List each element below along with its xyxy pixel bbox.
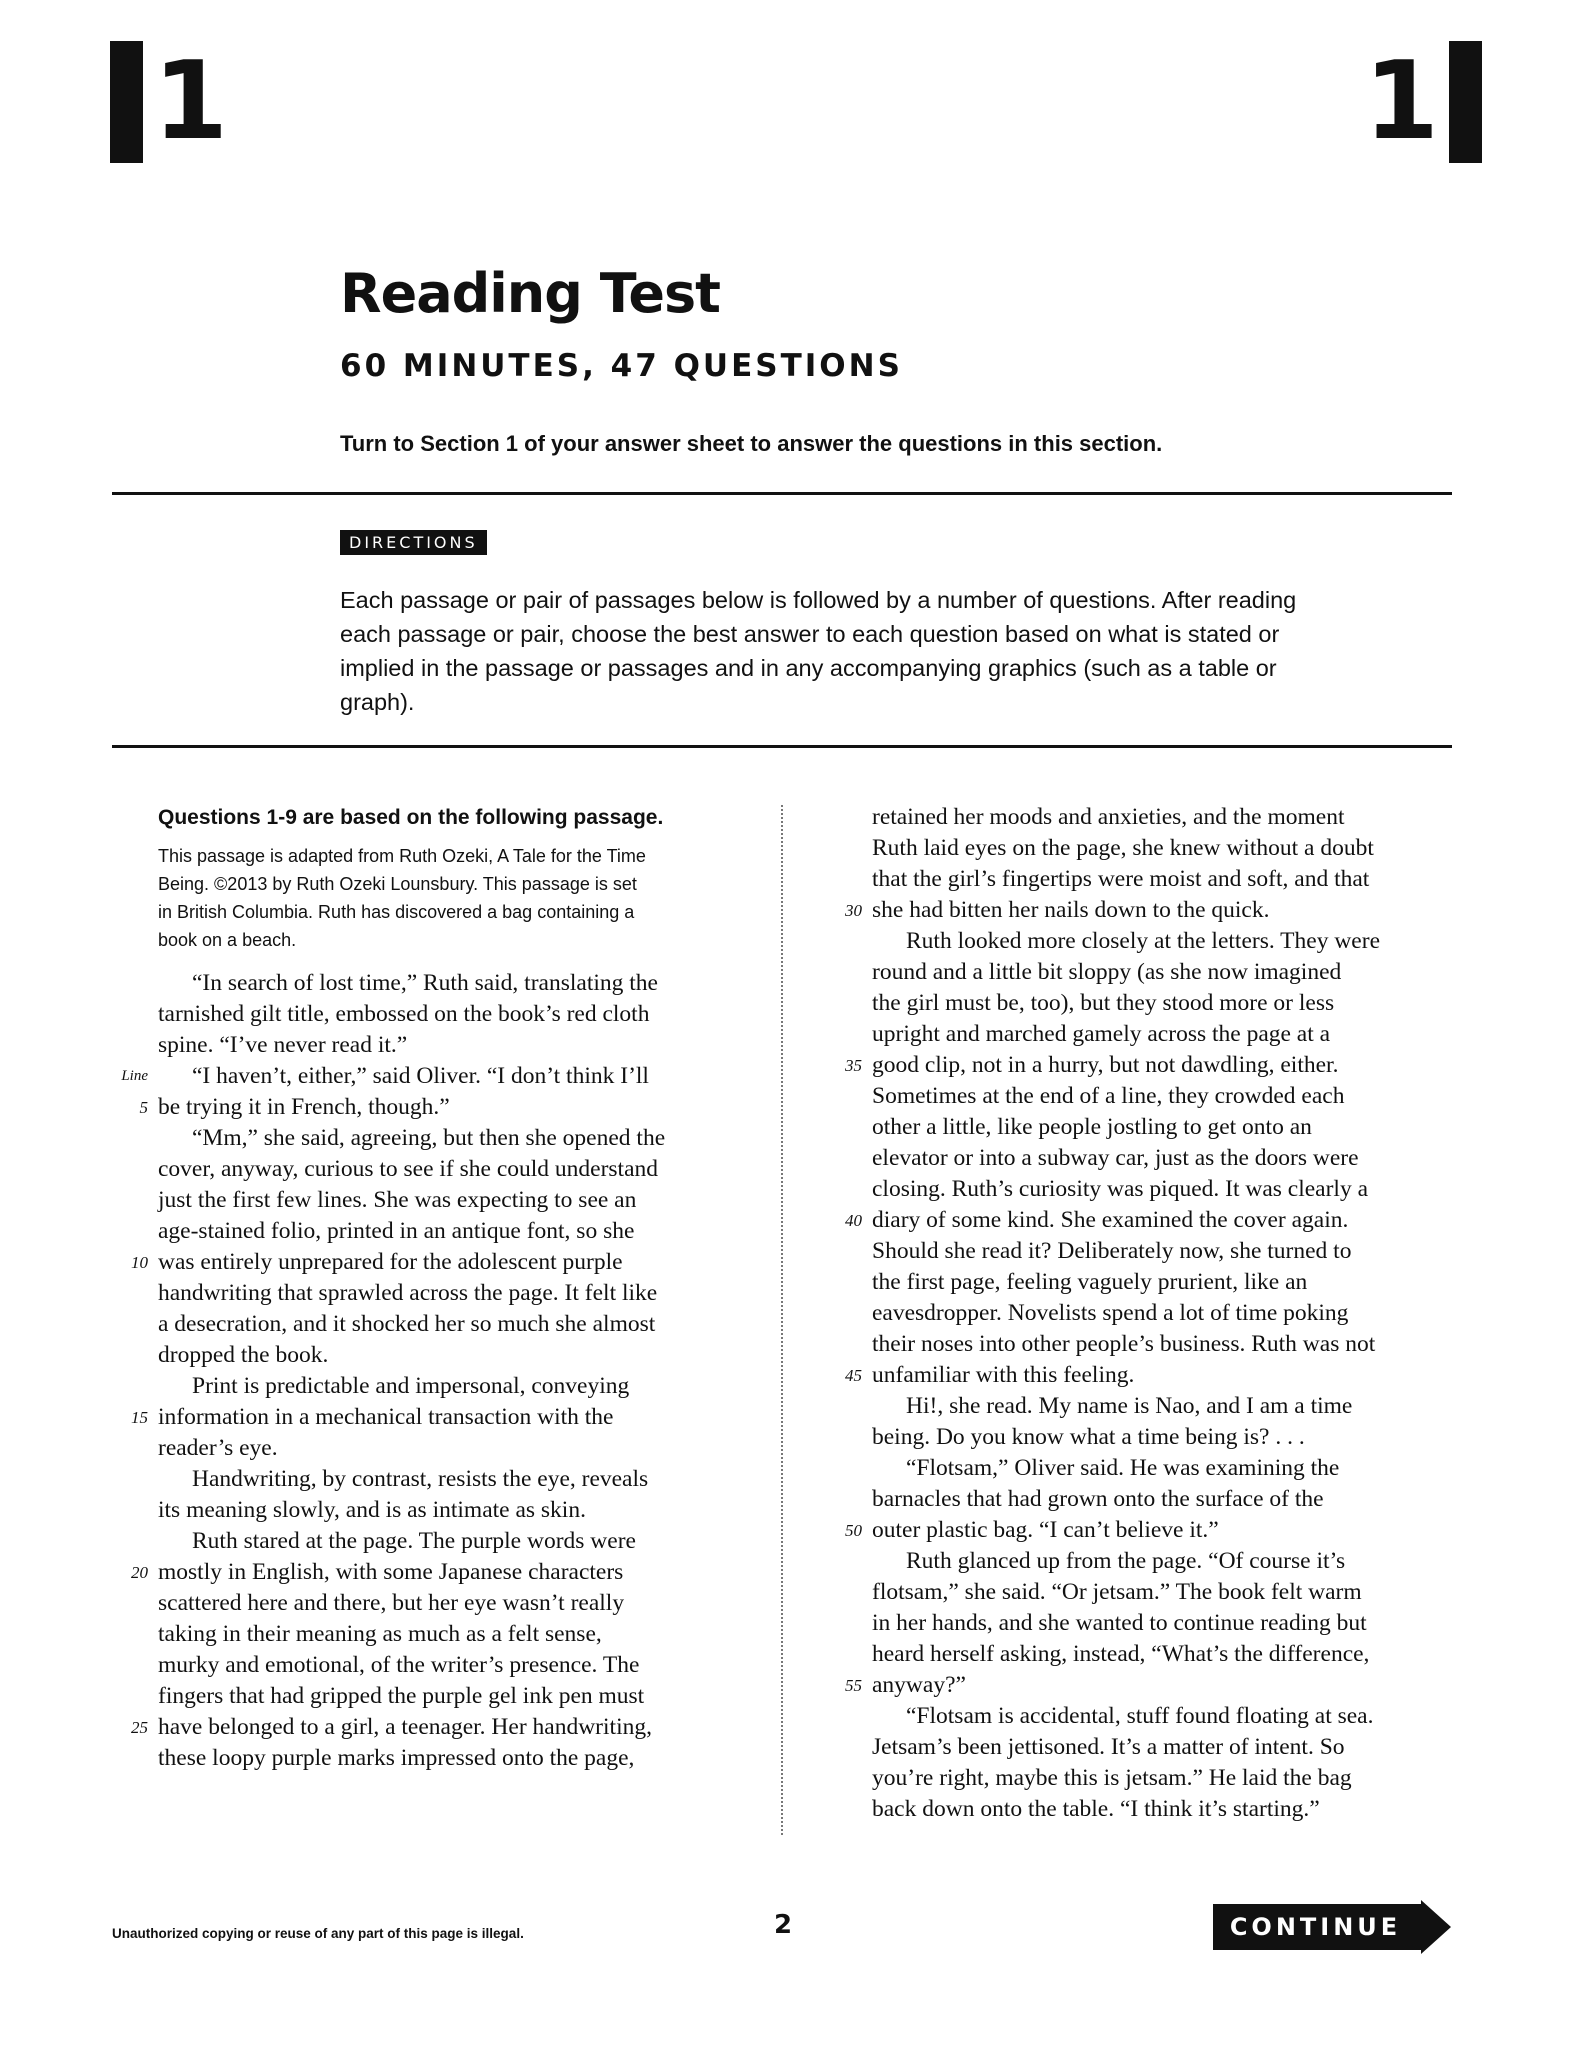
line-number: 30 <box>845 901 862 920</box>
passage-line-text: in her hands, and she wanted to continue reading but <box>872 1610 1367 1636</box>
passage-line-text: “Mm,” she said, agreeing, but then she opened the <box>192 1125 666 1151</box>
passage-line <box>872 802 1462 833</box>
passage-line <box>121 1061 738 1092</box>
section-marker-left <box>110 39 238 164</box>
passage-line <box>872 833 1462 864</box>
passage-line <box>158 1433 738 1464</box>
passage-line <box>872 1391 1462 1422</box>
line-number: 45 <box>845 1366 862 1385</box>
passage-line-text: retained her moods and anxieties, and the moment <box>872 804 1345 830</box>
passage-line-text: spine. “I’ve never read it.” <box>158 1032 408 1058</box>
passage-line-text: mostly in English, with some Japanese characters <box>158 1559 624 1585</box>
line-number: 10 <box>131 1253 148 1272</box>
passage-line-text: back down onto the table. “I think it’s starting.” <box>872 1796 1320 1822</box>
passage-line <box>158 1123 738 1154</box>
line-number: 15 <box>131 1408 148 1427</box>
passage-line <box>845 1205 1462 1236</box>
passage-line-text: fingers that had gripped the purple gel ink pen must <box>158 1683 645 1709</box>
passage-line-text: elevator or into a subway car, just as the doors were <box>872 1145 1359 1171</box>
line-number: 55 <box>845 1676 862 1695</box>
passage-line-text: taking in their meaning as much as a felt sense, <box>158 1621 602 1647</box>
passage-line <box>158 1743 738 1774</box>
page-title: Reading Test <box>340 262 720 325</box>
passage-line-text: Hi!, she read. My name is Nao, and I am a time <box>906 1393 1353 1419</box>
passage-line-text: Sometimes at the end of a line, they crowded each <box>872 1083 1345 1109</box>
directions-line: Each passage or pair of passages below is followed by a number of questions. After reading <box>340 587 1297 613</box>
passage-line <box>158 1464 738 1495</box>
passage-line <box>872 926 1462 957</box>
passage-column-left <box>121 802 738 1774</box>
passage-line <box>158 1278 738 1309</box>
passage-line <box>158 1154 738 1185</box>
passage-line-text: heard herself asking, instead, “What’s the difference, <box>872 1641 1370 1667</box>
passage-line-text: Ruth glanced up from the page. “Of course it’s <box>906 1548 1346 1574</box>
passage-line <box>158 1619 738 1650</box>
passage-line <box>139 1092 738 1123</box>
passage-line-text: just the first few lines. She was expecting to see an <box>158 1187 637 1213</box>
passage-line-text: Handwriting, by contrast, resists the eye, reveals <box>192 1466 649 1492</box>
divider-top <box>112 492 1452 495</box>
line-number: 50 <box>845 1521 862 1540</box>
passage-line <box>131 1402 738 1433</box>
passage-line <box>872 1422 1462 1453</box>
section-bar-right <box>1449 41 1482 163</box>
continue-button[interactable] <box>1213 1900 1453 1954</box>
passage-line <box>158 1371 738 1402</box>
passage-intro-line: This passage is adapted from Ruth Ozeki, A Tale for the Time <box>158 846 646 866</box>
passage-line <box>158 1030 738 1061</box>
passage-intro <box>158 842 738 954</box>
passage-line <box>872 1143 1462 1174</box>
passage-line <box>872 1546 1462 1577</box>
passage-line-text: anyway?” <box>872 1672 966 1698</box>
passage-line <box>872 1639 1462 1670</box>
passage-line-text: Print is predictable and impersonal, conveying <box>192 1373 630 1399</box>
passage-line-text: you’re right, maybe this is jetsam.” He laid the bag <box>872 1765 1352 1791</box>
passage-line <box>845 895 1462 926</box>
passage-line-text: “I haven’t, either,” said Oliver. “I don’t think I’ll <box>192 1063 649 1089</box>
passage-line <box>872 1484 1462 1515</box>
passage-line <box>158 1216 738 1247</box>
passage-line <box>872 1763 1462 1794</box>
passage-line-text: Ruth looked more closely at the letters. They were <box>906 928 1380 954</box>
passage-line <box>131 1712 738 1743</box>
passage-line <box>158 1588 738 1619</box>
passage-column-right <box>845 802 1462 1825</box>
line-number: 25 <box>131 1718 148 1737</box>
passage-intro-line: in British Columbia. Ruth has discovered a bag containing a <box>158 902 635 922</box>
passage-line-text: closing. Ruth’s curiosity was piqued. It was clearly a <box>872 1176 1369 1202</box>
passage-intro-line: Being. ©2013 by Ruth Ozeki Lounsbury. This passage is set <box>158 874 637 894</box>
passage-line <box>845 1670 1462 1701</box>
passage-line <box>158 1526 738 1557</box>
directions-line: implied in the passage or passages and in any accompanying graphics (such as a table or <box>340 655 1277 681</box>
test-duration: 60 MINUTES, 47 QUESTIONS <box>340 348 903 384</box>
passage-line <box>872 1794 1462 1825</box>
passage-line <box>872 864 1462 895</box>
directions-line: each passage or pair, choose the best answer to each question based on what is stated or <box>340 621 1280 647</box>
passage-line-text: eavesdropper. Novelists spend a lot of time poking <box>872 1300 1349 1326</box>
passage-line <box>872 1608 1462 1639</box>
continue-label: CONTINUE <box>1229 1913 1402 1941</box>
passage-line-text: these loopy purple marks impressed onto the page, <box>158 1745 635 1771</box>
passage-line <box>158 999 738 1030</box>
passage-line-text: scattered here and there, but her eye wasn’t really <box>158 1590 625 1616</box>
section-bar-left <box>110 41 143 163</box>
passage-line <box>872 1174 1462 1205</box>
passage-line <box>158 1681 738 1712</box>
passage-line <box>872 1112 1462 1143</box>
line-number: Line <box>121 1068 148 1084</box>
passage-line-text: cover, anyway, curious to see if she could understand <box>158 1156 659 1182</box>
passage-line <box>872 1453 1462 1484</box>
line-number: 20 <box>131 1563 148 1582</box>
passage-line-text: outer plastic bag. “I can’t believe it.” <box>872 1517 1219 1543</box>
passage-line-text: flotsam,” she said. “Or jetsam.” The book felt warm <box>872 1579 1362 1605</box>
passage-line-text: Ruth laid eyes on the page, she knew without a doubt <box>872 835 1374 861</box>
answer-sheet-instruction: Turn to Section 1 of your answer sheet to answer the questions in this section. <box>340 431 1163 456</box>
passage-line-text: the first page, feeling vaguely prurient, like an <box>872 1269 1308 1295</box>
passage-line-text: other a little, like people jostling to get onto an <box>872 1114 1312 1140</box>
passage-line <box>872 957 1462 988</box>
copyright-notice: Unauthorized copying or reuse of any part of this page is illegal. <box>112 1926 524 1941</box>
passage-line-text: have belonged to a girl, a teenager. Her handwriting, <box>158 1714 652 1740</box>
passage-lines-left <box>121 968 738 1774</box>
passage-line-text: good clip, not in a hurry, but not dawdling, either. <box>872 1052 1339 1078</box>
passage-line-text: age-stained folio, printed in an antique font, so she <box>158 1218 635 1244</box>
page-number: 2 <box>774 1910 793 1940</box>
passage-line-text: Should she read it? Deliberately now, she turned to <box>872 1238 1352 1264</box>
passage-line-text: murky and emotional, of the writer’s presence. The <box>158 1652 640 1678</box>
directions-badge: DIRECTIONS <box>340 530 487 555</box>
passage-line-text: their noses into other people’s business. Ruth was not <box>872 1331 1376 1357</box>
passage-line <box>158 1340 738 1371</box>
passage-intro-line: book on a beach. <box>158 930 297 950</box>
passage-line <box>872 1701 1462 1732</box>
passage-line <box>158 1495 738 1526</box>
line-number: 35 <box>845 1056 862 1075</box>
passage-lines-right <box>845 802 1462 1825</box>
passage-line-text: upright and marched gamely across the page at a <box>872 1021 1331 1047</box>
passage-line-text: dropped the book. <box>158 1342 329 1368</box>
passage-line-text: “Flotsam is accidental, stuff found floating at sea. <box>906 1703 1374 1729</box>
passage-line <box>872 1267 1462 1298</box>
passage-line <box>845 1050 1462 1081</box>
line-number: 40 <box>845 1211 862 1230</box>
line-number: 5 <box>139 1098 148 1117</box>
passage-line <box>872 1019 1462 1050</box>
passage-line <box>872 1081 1462 1112</box>
passage-line <box>158 1185 738 1216</box>
passage-line-text: its meaning slowly, and is as intimate as skin. <box>158 1497 586 1523</box>
section-number-left: 1 <box>153 39 229 164</box>
passage-line-text: barnacles that had grown onto the surface of the <box>872 1486 1324 1512</box>
passage-line-text: that the girl’s fingertips were moist and soft, and that <box>872 866 1370 892</box>
passage-line-text: she had bitten her nails down to the quick. <box>872 897 1270 923</box>
passage-line <box>872 1329 1462 1360</box>
passage-line <box>845 1515 1462 1546</box>
directions-text <box>340 583 1340 719</box>
passage-line-text: tarnished gilt title, embossed on the book’s red cloth <box>158 1001 650 1027</box>
passage-line-text: being. Do you know what a time being is? . . . <box>872 1424 1305 1450</box>
passage-line-text: unfamiliar with this feeling. <box>872 1362 1135 1388</box>
passage-heading: Questions 1-9 are based on the following passage. <box>158 806 664 829</box>
passage-line-text: a desecration, and it shocked her so much she almost <box>158 1311 656 1337</box>
passage-line-text: be trying it in French, though.” <box>158 1094 450 1120</box>
passage-line-text: was entirely unprepared for the adolescent purple <box>158 1249 623 1275</box>
passage-line-text: the girl must be, too), but they stood more or less <box>872 990 1335 1016</box>
passage-line <box>872 1577 1462 1608</box>
divider-bottom <box>112 745 1452 748</box>
section-marker-right <box>1354 39 1482 164</box>
passage-line <box>845 1360 1462 1391</box>
passage-line <box>872 1298 1462 1329</box>
passage-line-text: reader’s eye. <box>158 1435 278 1461</box>
passage-line <box>158 1650 738 1681</box>
passage-line <box>158 968 738 999</box>
passage-line-text: “Flotsam,” Oliver said. He was examining the <box>906 1455 1340 1481</box>
passage-line-text: round and a little bit sloppy (as she now imagined <box>872 959 1342 985</box>
passage-line-text: handwriting that sprawled across the page. It felt like <box>158 1280 658 1306</box>
directions-line: graph). <box>340 689 415 715</box>
passage-line-text: “In search of lost time,” Ruth said, translating the <box>192 970 658 996</box>
passage-line <box>872 988 1462 1019</box>
column-divider <box>781 805 783 1835</box>
section-number-right: 1 <box>1363 39 1439 164</box>
passage-line <box>131 1247 738 1278</box>
passage-line <box>131 1557 738 1588</box>
passage-line <box>872 1732 1462 1763</box>
passage-line <box>872 1236 1462 1267</box>
passage-line-text: Ruth stared at the page. The purple words were <box>192 1528 636 1554</box>
passage-line <box>158 1309 738 1340</box>
passage-line-text: information in a mechanical transaction with the <box>158 1404 614 1430</box>
passage-line-text: Jetsam’s been jettisoned. It’s a matter of intent. So <box>872 1734 1345 1760</box>
passage-line-text: diary of some kind. She examined the cover again. <box>872 1207 1349 1233</box>
